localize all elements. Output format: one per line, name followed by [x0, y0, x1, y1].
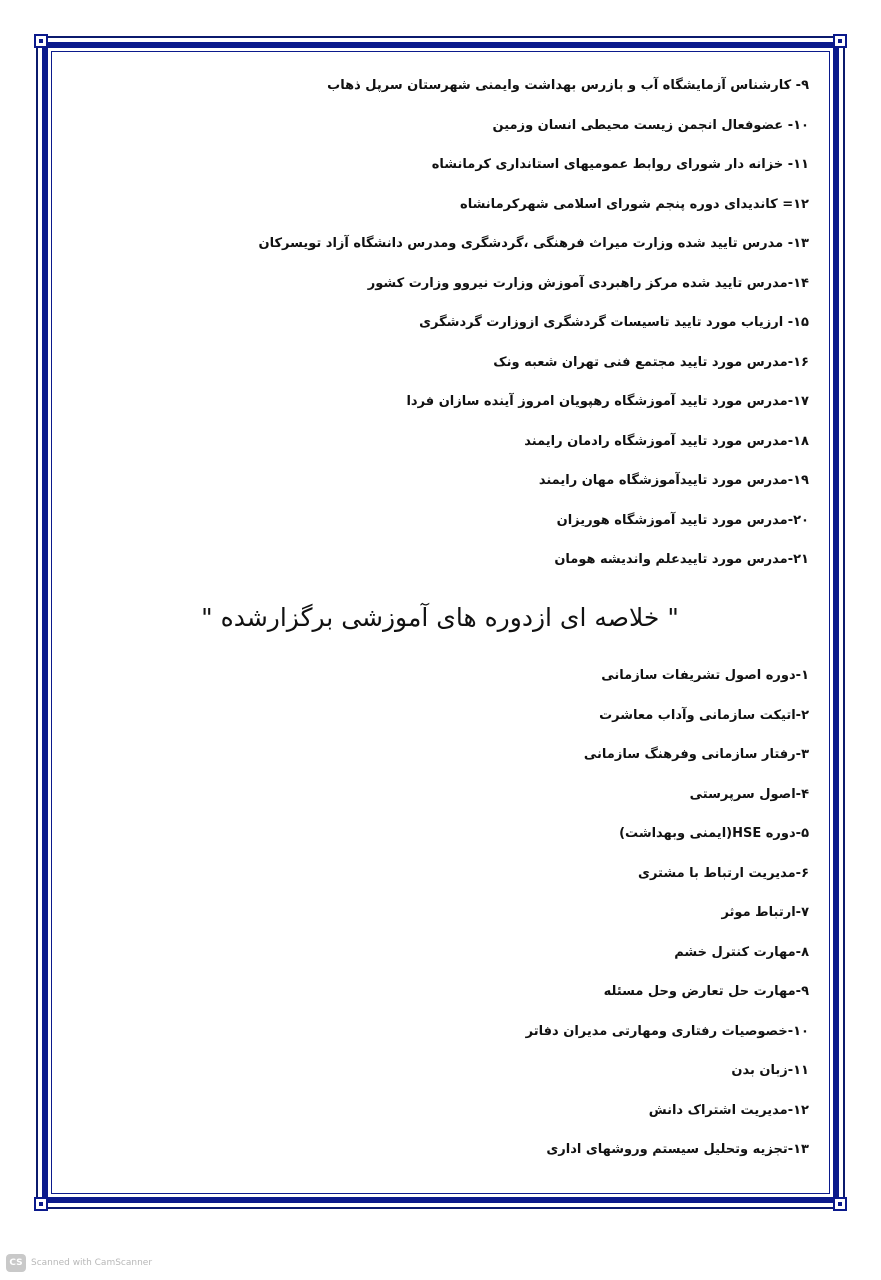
watermark-text: Scanned with CamScanner [31, 1258, 153, 1268]
list-item: ۲-اتیکت سازمانی وآداب معاشرت [599, 707, 809, 723]
scanner-watermark [6, 1252, 152, 1274]
list-item: ۱۴-مدرس تایید شده مرکز راهبردی آموزش وزارت نیروو وزارت کشور [367, 275, 809, 291]
list-item: ۶-مدیریت ارتباط با مشتری [638, 865, 809, 881]
list-item: ۱۱- خزانه دار شورای روابط عمومیهای استانداری کرمانشاه [431, 157, 809, 172]
list-item: ۳-رفتار سازمانی وفرهنگ سازمانی [583, 747, 809, 762]
list-item: ۱۳- مدرس تایید شده وزارت میراث فرهنگی ،گردشگری ومدرس دانشگاه آزاد تویسرکان [258, 236, 809, 251]
list-item: ۴-اصول سرپرستی [689, 786, 809, 802]
list-item: ۱۸-مدرس مورد تایید آموزشگاه رادمان رایمند [524, 433, 809, 449]
list-item: ۱۳-تجزیه وتحلیل سیستم وروشهای اداری [546, 1142, 809, 1157]
list-item: ۱۵- ارزیاب مورد تایید تاسیسات گردشگری ازوزارت گردشگری [419, 315, 809, 330]
list-item: ۱۰-خصوصیات رفتاری ومهارتی مدیران دفاتر [525, 1023, 809, 1039]
corner-ornament-top-right [833, 34, 847, 48]
list-item: ۱۶-مدرس مورد تایید مجتمع فنی تهران شعبه ونک [493, 354, 809, 370]
list-item: ۱۹-مدرس مورد تاییدآموزشگاه مهان رایمند [538, 473, 809, 488]
list-item: ۱۷-مدرس مورد تایید آموزشگاه رهپویان امروز آینده سازان فردا [406, 394, 809, 409]
list-item: ۱۲= کاندیدای دوره پنجم شورای اسلامی شهرکرمانشاه [460, 196, 809, 212]
list-item: ۱۲-مدیریت اشتراک دانش [648, 1102, 809, 1118]
corner-ornament-bottom-right [833, 1197, 847, 1211]
camscanner-logo-icon: CS [6, 1254, 26, 1272]
courses-list [89, 666, 809, 1180]
list-item: ۱۰- عضوفعال انجمن زیست محیطی انسان وزمین [492, 117, 809, 133]
list-item: ۲۱-مدرس مورد تاییدعلم واندیشه هومان [554, 552, 809, 567]
list-item: ۱-دوره اصول تشریفات سازمانی [601, 668, 809, 683]
corner-ornament-bottom-left [34, 1197, 48, 1211]
list-item: ۸-مهارت کنترل خشم [674, 944, 809, 960]
section-title: " خلاصه ای ازدوره های آموزشی برگزارشده " [201, 603, 679, 632]
list-item: ۹- کارشناس آزمایشگاه آب و بازرس بهداشت وایمنی شهرستان سرپل ذهاب [327, 78, 809, 93]
corner-ornament-top-left [34, 34, 48, 48]
list-item: ۹-مهارت حل تعارض وحل مسئله [603, 984, 809, 999]
list-item: ۱۱-زبان بدن [731, 1063, 809, 1078]
list-item: ۲۰-مدرس مورد تایید آموزشگاه هوریزان [556, 512, 809, 528]
list-item: ۵-دوره HSE(ایمنی وبهداشت) [619, 826, 809, 841]
credentials-list [89, 76, 809, 590]
list-item: ۷-ارتباط موثر [721, 905, 809, 920]
